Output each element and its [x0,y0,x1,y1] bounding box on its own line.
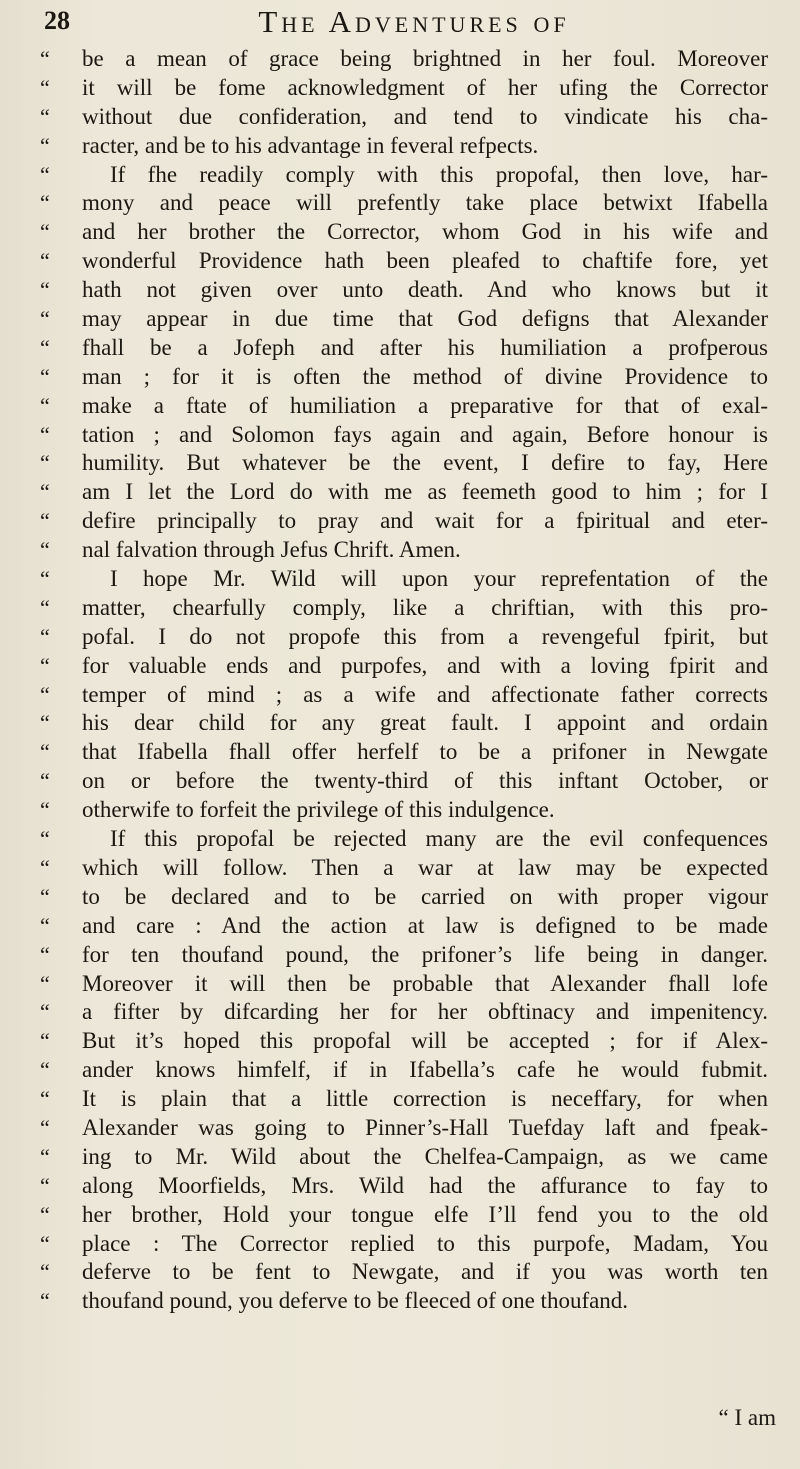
quote-mark: “ [40,508,50,534]
quote-mark: “ [40,334,50,360]
text-line [40,681,768,710]
text-line [40,421,768,450]
text-line [40,1201,768,1230]
text-line [40,74,768,103]
quote-mark: “ [40,941,50,967]
quote-mark: “ [40,103,50,129]
quote-mark: “ [40,1114,50,1140]
line-text: and care : And the action at law is defigned to be made [82,912,768,938]
page-header [44,4,764,44]
text-line [40,392,768,421]
text-line [40,594,768,623]
quote-mark: “ [40,797,50,823]
quote-mark: “ [40,74,50,100]
quote-mark: “ [40,912,50,938]
quote-mark: “ [40,1028,50,1054]
quote-mark: “ [40,1259,50,1285]
text-line [40,565,768,594]
running-head: The Adventures of [258,4,570,39]
text-line [40,912,768,941]
line-text: Moreover it will then be probable that Alexander fhall lofe [82,970,768,996]
text-line [40,998,768,1027]
body-text [40,45,768,1316]
text-line [40,334,768,363]
quote-mark: “ [40,566,50,592]
line-text: for valuable ends and purpofes, and with a loving fpirit and [82,652,768,678]
text-line [40,623,768,652]
quote-mark: “ [40,392,50,418]
quote-mark: “ [40,1230,50,1256]
text-line [40,1114,768,1143]
line-text: his dear child for any great fault. I appoint and ordain [82,710,768,736]
text-line [40,1287,768,1316]
line-text: It is plain that a little correction is neceffary, for when [82,1086,768,1112]
quote-mark: “ [40,219,50,245]
line-text: and her brother the Corrector, whom God in his wife and [82,219,768,245]
line-text: wonderful Providence hath been pleafed to chaftife fore, yet [82,248,768,274]
text-line [40,536,768,565]
quote-mark: “ [40,1057,50,1083]
text-line [40,1258,768,1287]
text-line [40,218,768,247]
quote-mark: “ [40,1143,50,1169]
line-text: without due confideration, and tend to vindicate his cha- [82,103,768,129]
text-line [40,1085,768,1114]
line-text: that Ifabella fhall offer herfelf to be a prifoner in Newgate [82,739,768,765]
quote-mark: “ [40,739,50,765]
quote-mark: “ [40,826,50,852]
line-text: ing to Mr. Wild about the Chelfea-Campaign, as we came [82,1143,768,1169]
line-text: humility. But whatever be the event, I defire to fay, Here [82,450,768,476]
text-line [40,1230,768,1259]
text-line [40,709,768,738]
text-line [40,305,768,334]
line-text: matter, chearfully comply, like a chriftian, with this pro- [82,594,768,620]
text-line [40,883,768,912]
quote-mark: “ [40,1288,50,1314]
quote-mark: “ [40,1201,50,1227]
line-text: otherwife to forfeit the privilege of this indulgence. [82,797,555,823]
line-text: If fhe readily comply with this propofal, then love, har- [110,161,768,187]
quote-mark: “ [40,479,50,505]
line-text: thoufand pound, you deferve to be fleeced of one thoufand. [82,1288,629,1314]
line-text: for ten thoufand pound, the prifoner’s life being in danger. [82,941,768,967]
quote-mark: “ [40,681,50,707]
line-text: If this propofal be rejected many are the evil confequences [110,826,768,852]
text-line [40,1143,768,1172]
line-text: along Moorfields, Mrs. Wild had the affurance to fay to [82,1172,768,1198]
text-line [40,189,768,218]
line-text: temper of mind ; as a wife and affectionate father corrects [82,681,768,707]
quote-mark: “ [40,46,50,71]
text-line [40,449,768,478]
line-text: place : The Corrector replied to this purpofe, Madam, You [82,1230,768,1256]
quote-mark: “ [40,161,50,187]
text-line [40,970,768,999]
line-text: defire principally to pray and wait for a fpiritual and eter- [82,508,768,534]
text-line [40,363,768,392]
text-line [40,276,768,305]
quote-mark: “ [40,277,50,303]
text-line [40,507,768,536]
line-text: Alexander was going to Pinner’s-Hall Tuefday laft and fpeak- [82,1114,768,1140]
line-text: hath not given over unto death. And who knows but it [82,277,768,303]
catchword: “ I am [718,1405,776,1430]
text-line [40,941,768,970]
line-text: man ; for it is often the method of divine Providence to [82,363,768,389]
quote-mark: “ [40,883,50,909]
text-line [40,132,768,161]
line-text: am I let the Lord do with me as feemeth good to him ; for I [82,479,768,505]
text-line [40,1172,768,1201]
line-text: to be declared and to be carried on with proper vigour [82,883,768,909]
page-number: 28 [44,6,70,35]
quote-mark: “ [40,248,50,274]
quote-mark: “ [40,1172,50,1198]
line-text: I hope Mr. Wild will upon your reprefentation of the [110,566,768,592]
text-line [40,1056,768,1085]
line-text: which will follow. Then a war at law may be expected [82,854,768,880]
line-text: But it’s hoped this propofal will be accepted ; for if Alex- [82,1028,768,1054]
text-line [40,738,768,767]
text-line [40,825,768,854]
line-text: fhall be a Jofeph and after his humiliation a profperous [82,334,768,360]
line-text: make a ftate of humiliation a preparative for that of exal- [82,392,768,418]
quote-mark: “ [40,450,50,476]
line-text: her brother, Hold your tongue elfe I’ll fend you to the old [82,1201,768,1227]
line-text: nal falvation through Jefus Chrift. Amen. [82,537,461,563]
line-text: racter, and be to his advantage in feveral refpects. [82,132,539,158]
quote-mark: “ [40,854,50,880]
text-line [40,796,768,825]
text-line [40,161,768,190]
quote-mark: “ [40,999,50,1025]
quote-mark: “ [40,710,50,736]
text-line [40,767,768,796]
text-line [40,45,768,74]
quote-mark: “ [40,306,50,332]
text-line [40,1027,768,1056]
quote-mark: “ [40,190,50,216]
text-line [40,478,768,507]
line-text: tation ; and Solomon fays again and again, Before honour is [82,421,768,447]
line-text: pofal. I do not propofe this from a revengeful fpirit, but [82,623,768,649]
line-text: on or before the twenty-third of this inftant October, or [82,768,768,794]
text-line [40,854,768,883]
line-text: be a mean of grace being brightned in her foul. Moreover [82,46,768,71]
text-line [40,103,768,132]
line-text: may appear in due time that God defigns that Alexander [82,306,768,332]
quote-mark: “ [40,652,50,678]
text-line [40,652,768,681]
quote-mark: “ [40,421,50,447]
quote-mark: “ [40,623,50,649]
line-text: a fifter by difcarding her for her obftinacy and impenitency. [82,999,768,1025]
quote-mark: “ [40,768,50,794]
line-text: it will be fome acknowledgment of her ufing the Corrector [82,74,768,100]
line-text: mony and peace will prefently take place betwixt Ifabella [82,190,768,216]
quote-mark: “ [40,970,50,996]
quote-mark: “ [40,363,50,389]
line-text: deferve to be fent to Newgate, and if you was worth ten [82,1259,768,1285]
quote-mark: “ [40,132,50,158]
line-text: ander knows himfelf, if in Ifabella’s cafe he would fubmit. [82,1057,768,1083]
quote-mark: “ [40,1086,50,1112]
quote-mark: “ [40,537,50,563]
quote-mark: “ [40,594,50,620]
text-line [40,247,768,276]
